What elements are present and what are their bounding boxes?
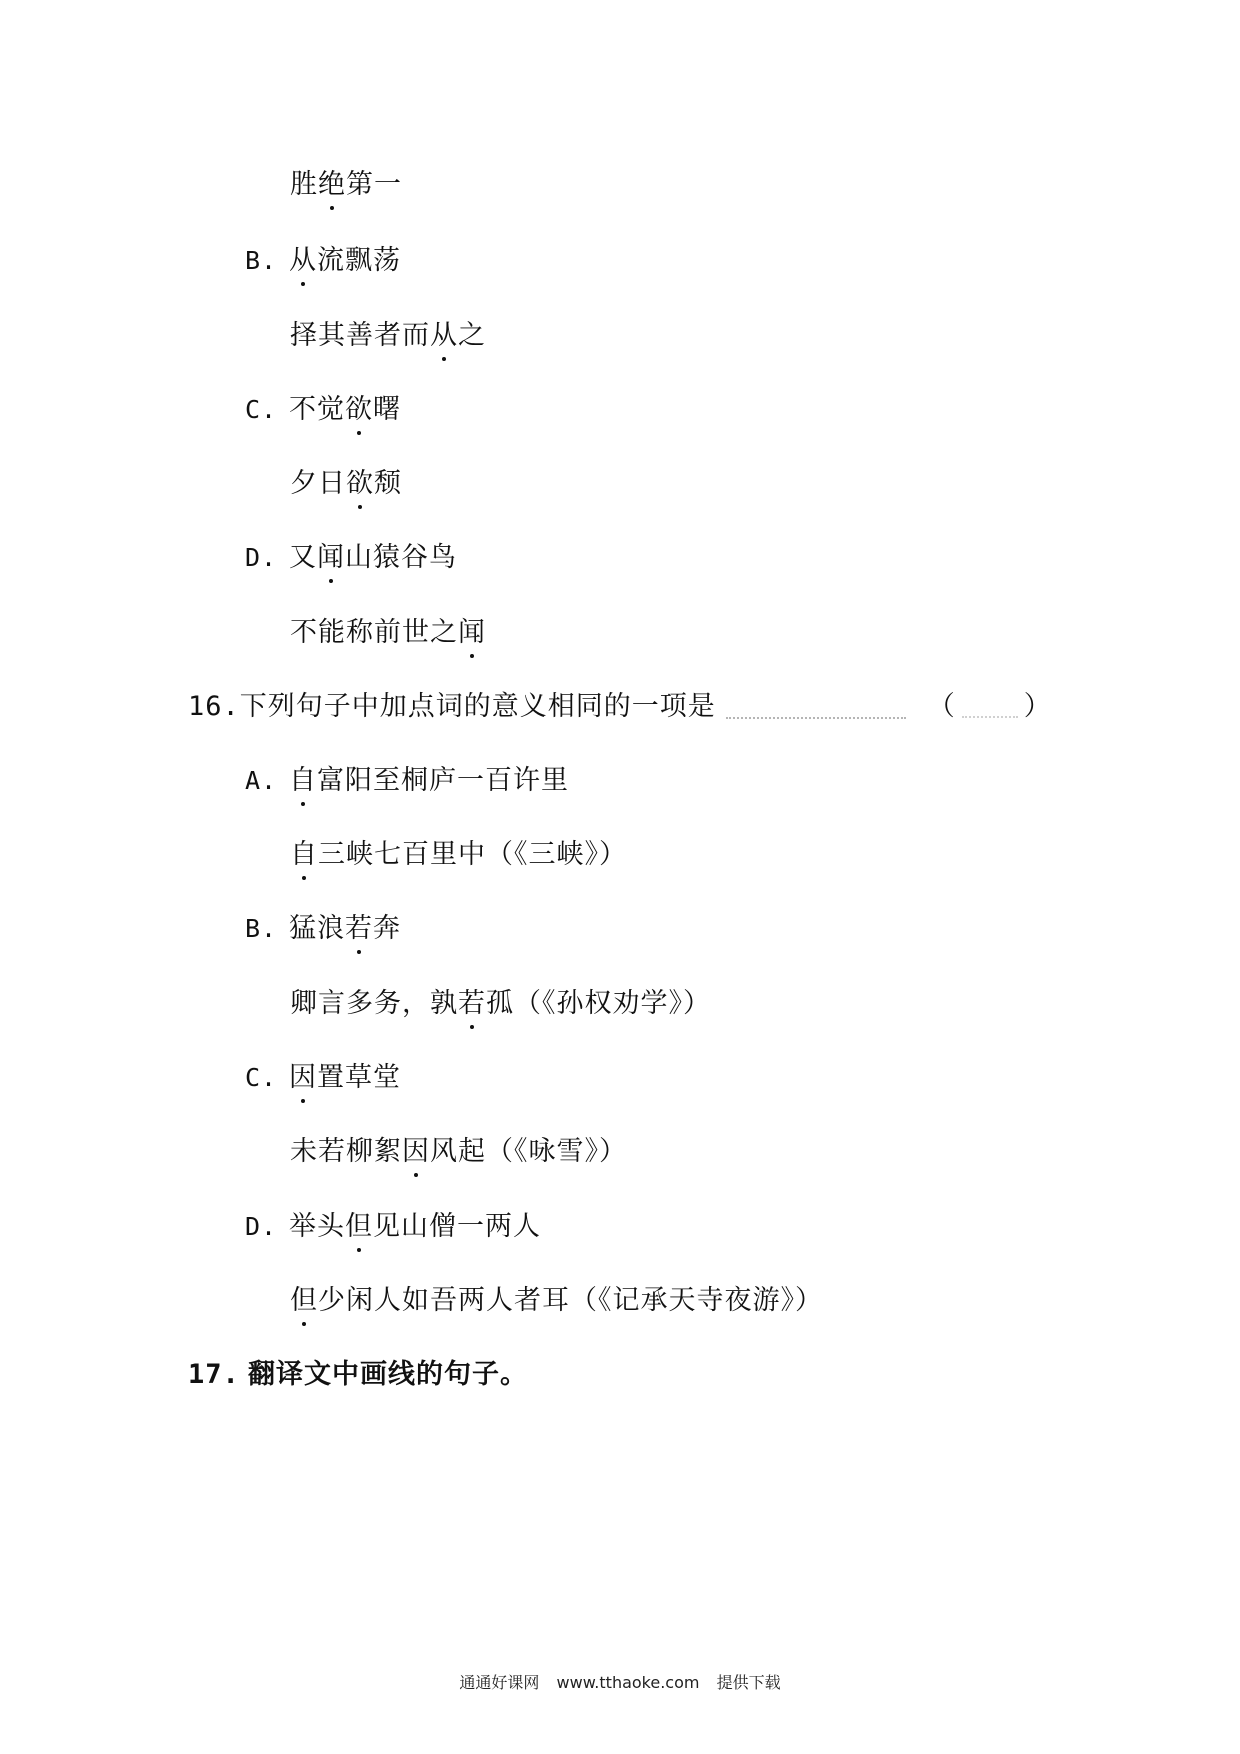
- emphasis-char: 闻: [458, 617, 486, 648]
- text-post: 置草堂: [317, 1062, 401, 1093]
- footer-site-name: 通通好课网: [459, 1673, 540, 1692]
- text-post: 少闲人如吾两人者耳（《记承天寺夜游》）: [318, 1285, 823, 1316]
- text-pre: 不觉: [289, 394, 345, 425]
- q16-option-a-line1: [245, 764, 569, 798]
- option-label: D.: [245, 543, 278, 572]
- question-text: 翻译文中画线的句子。: [248, 1359, 528, 1390]
- question-17: [188, 1358, 528, 1392]
- text-post: 之: [458, 320, 486, 351]
- q16-option-b-line2: [290, 987, 711, 1021]
- option-label: D.: [245, 1212, 278, 1241]
- option-label: C.: [245, 1063, 278, 1092]
- q16-option-a-line2: [290, 838, 627, 872]
- text-pre: 胜: [290, 169, 318, 200]
- text-post: 流飘荡: [317, 245, 401, 276]
- q15-a-line2: [290, 168, 402, 202]
- emphasis-char: 闻: [317, 542, 345, 573]
- q15-option-d-line2: [290, 616, 486, 650]
- question-number: 16.: [188, 691, 240, 722]
- text-pre: 卿言多务，孰: [290, 988, 458, 1019]
- text-post: 见山僧一两人: [373, 1211, 541, 1242]
- text-post: 富阳至桐庐一百许里: [317, 765, 569, 796]
- q15-option-d-line1: [245, 541, 457, 575]
- emphasis-char: 因: [402, 1136, 430, 1167]
- paren-close: ）: [1023, 691, 1052, 722]
- emphasis-char: 若: [458, 988, 486, 1019]
- q15-option-c-line1: [245, 393, 401, 427]
- text-pre: 未若柳絮: [290, 1136, 402, 1167]
- emphasis-char: 因: [289, 1062, 317, 1093]
- text-post: 三峡七百里中（《三峡》）: [318, 839, 627, 870]
- q16-option-c-line1: [245, 1061, 401, 1095]
- text-post: 颓: [374, 468, 402, 499]
- q16-option-c-line2: [290, 1135, 627, 1169]
- footer-suffix: 提供下载: [716, 1673, 781, 1692]
- emphasis-char: 但: [290, 1285, 318, 1316]
- q16-option-d-line1: [245, 1210, 541, 1244]
- text-post: 奔: [373, 913, 401, 944]
- text-pre: 不能称前世之: [290, 617, 458, 648]
- emphasis-char: 从: [289, 245, 317, 276]
- text-post: 风起（《咏雪》）: [430, 1136, 627, 1167]
- text-pre: 举头: [289, 1211, 345, 1242]
- footer-url[interactable]: www.tthaoke.com: [556, 1673, 700, 1692]
- emphasis-char: 欲: [345, 394, 373, 425]
- question-number: 17.: [188, 1359, 240, 1390]
- text-pre: 又: [289, 542, 317, 573]
- answer-blank[interactable]: [928, 690, 1052, 724]
- text-pre: 猛浪: [289, 913, 345, 944]
- text-post: 曙: [373, 394, 401, 425]
- option-label: C.: [245, 395, 278, 424]
- q15-option-b-line2: [290, 319, 486, 353]
- emphasis-char: 若: [345, 913, 373, 944]
- text-post: 孤（《孙权劝学》）: [486, 988, 711, 1019]
- q15-option-b-line1: [245, 244, 401, 278]
- q16-option-d-line2: [290, 1284, 823, 1318]
- emphasis-char: 但: [345, 1211, 373, 1242]
- emphasis-char: 从: [430, 320, 458, 351]
- q16-option-b-line1: [245, 912, 401, 946]
- emphasis-char: 自: [289, 765, 317, 796]
- text-pre: 夕日: [290, 468, 346, 499]
- paren-open: （: [927, 691, 956, 722]
- option-label: A.: [245, 766, 278, 795]
- text-pre: 择其善者而: [290, 320, 430, 351]
- option-label: B.: [245, 246, 278, 275]
- question-text: 下列句子中加点词的意义相同的一项是: [239, 691, 716, 722]
- emphasis-char: 自: [290, 839, 318, 870]
- emphasis-char: 绝: [318, 169, 346, 200]
- dotted-leader: [726, 697, 906, 719]
- text-post: 第一: [346, 169, 402, 200]
- q15-option-c-line2: [290, 467, 402, 501]
- answer-gap: [962, 698, 1018, 718]
- page-footer: [0, 1670, 1240, 1693]
- question-16-stem: [188, 690, 1052, 724]
- text-post: 山猿谷鸟: [345, 542, 457, 573]
- emphasis-char: 欲: [346, 468, 374, 499]
- option-label: B.: [245, 914, 278, 943]
